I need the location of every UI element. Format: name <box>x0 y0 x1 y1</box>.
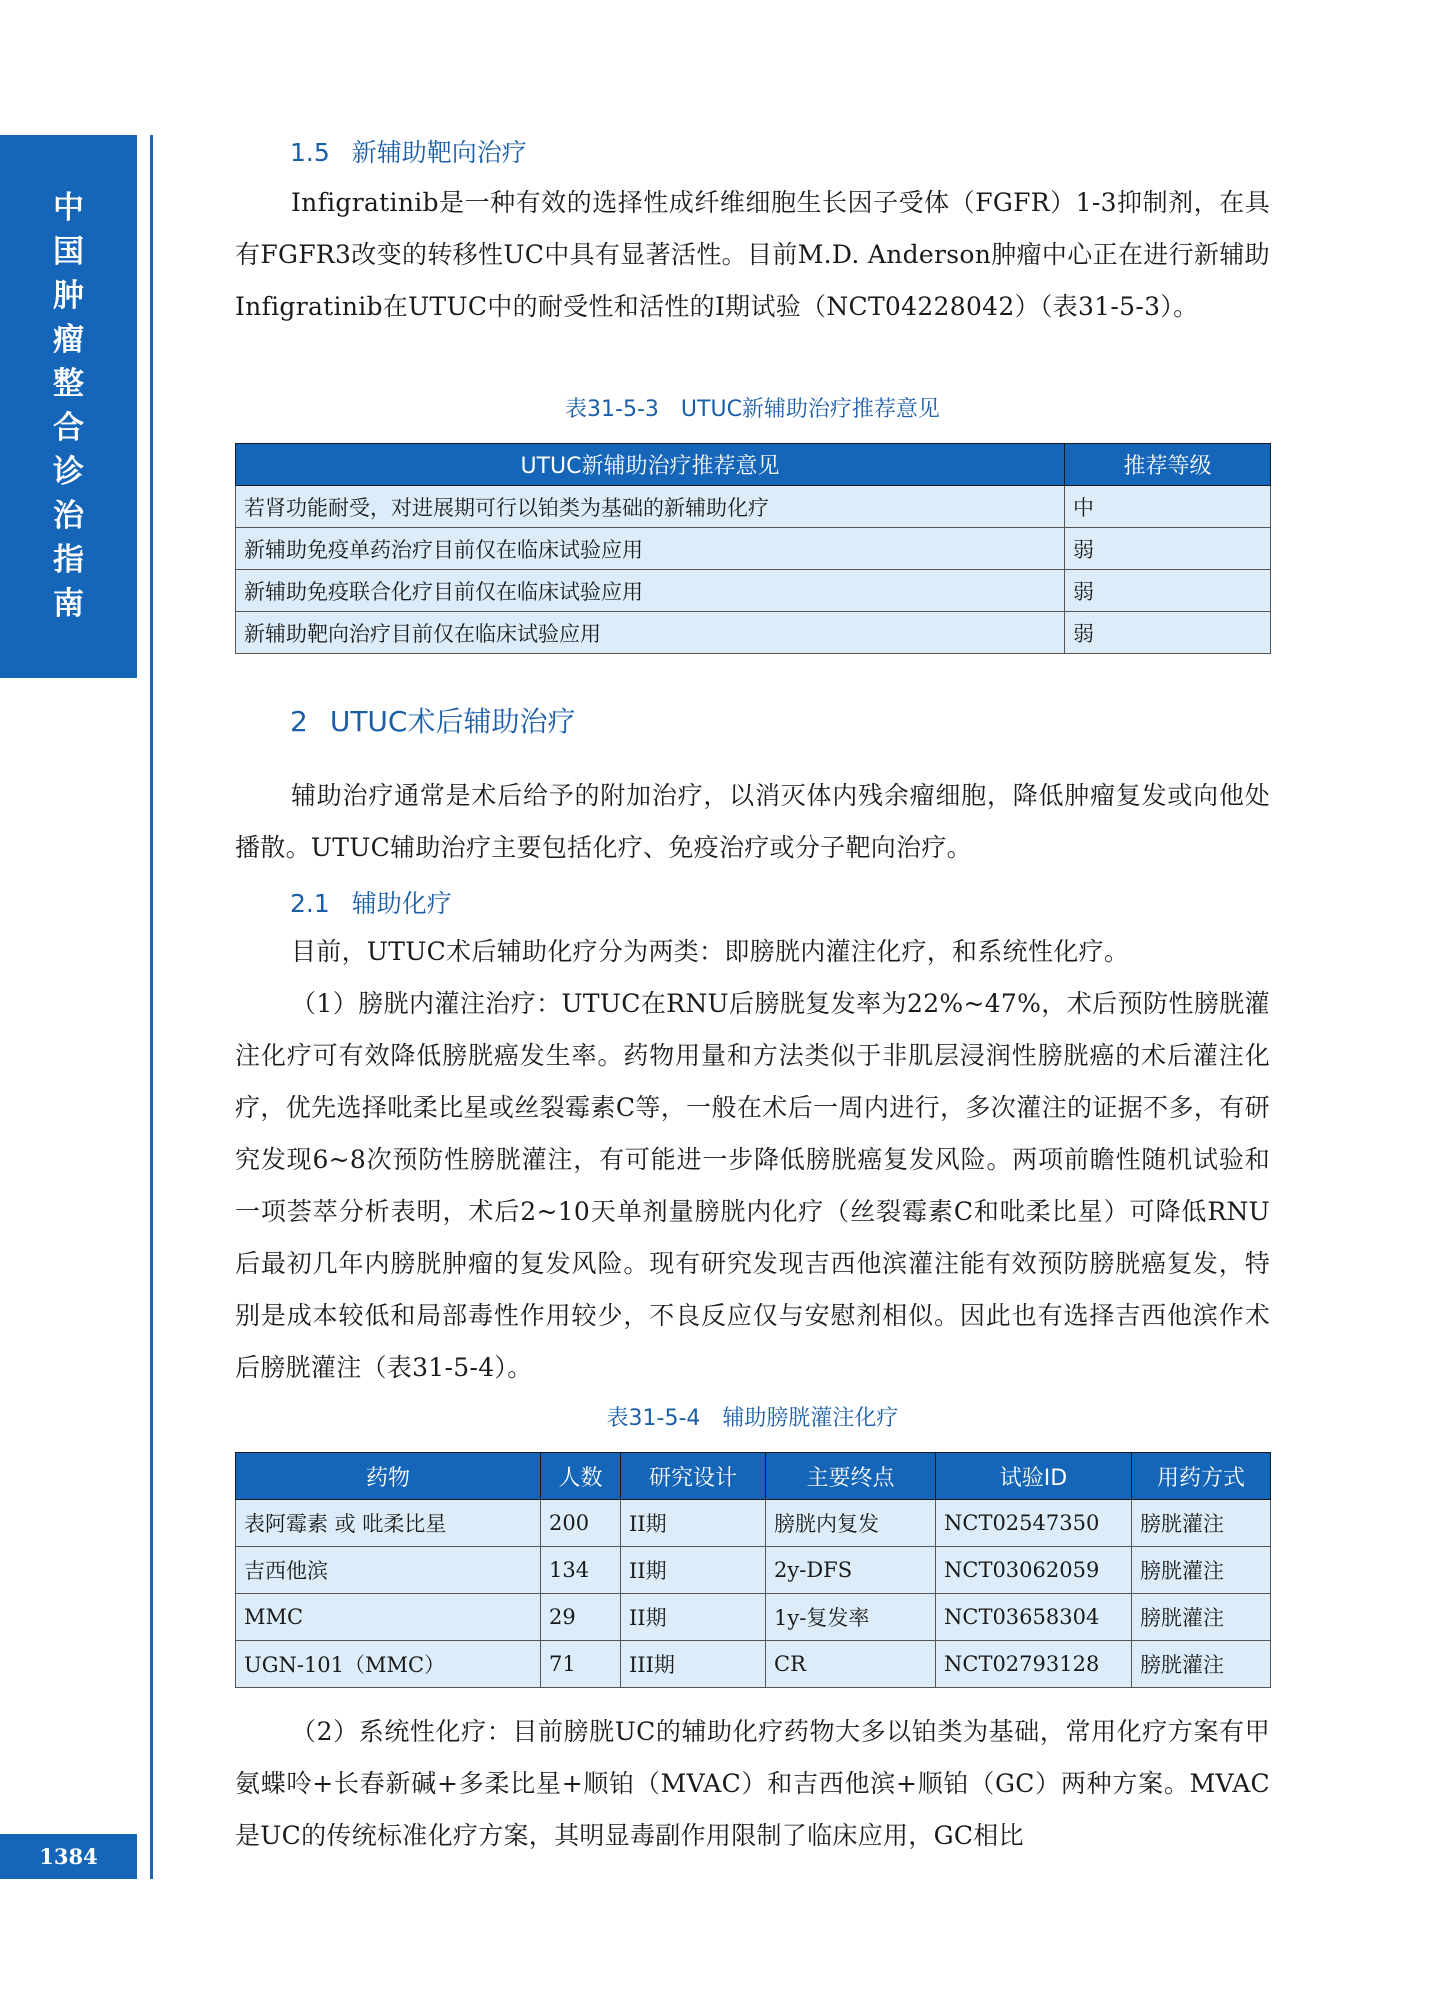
table-cell: 29 <box>541 1594 621 1641</box>
table-cell: 新辅助免疫单药治疗目前仅在临床试验应用 <box>236 528 1065 570</box>
table-cell: 134 <box>541 1547 621 1594</box>
book-title-char: 治 <box>53 498 84 534</box>
table-cell: 吉西他滨 <box>236 1547 541 1594</box>
paragraph-1-5: Infigratinib是一种有效的选择性成纤维细胞生长因子受体（FGFR）1-3抑制剂，在具有FGFR3改变的转移性UC中具有显著活性。目前M.D. Anderson肿瘤中心正在进行新辅助Infigratinib在UTUC中的耐受性和活性的I期试验（NCT04228042）（表31-5-3）。 <box>235 188 1270 321</box>
table-caption-31-5-3 <box>235 392 1270 423</box>
table-cell: 表阿霉素 或 吡柔比星 <box>236 1500 541 1547</box>
table-cell: UGN-101（MMC） <box>236 1641 541 1688</box>
table-cell: 新辅助靶向治疗目前仅在临床试验应用 <box>236 612 1065 654</box>
table-cell: NCT02793128 <box>936 1641 1132 1688</box>
table-cell: III期 <box>621 1641 766 1688</box>
recommendation-table <box>235 443 1271 654</box>
header-cell: 用药方式 <box>1132 1453 1271 1500</box>
table-cell: 膀胱灌注 <box>1132 1594 1271 1641</box>
header-cell: 主要终点 <box>766 1453 936 1500</box>
book-title-vertical <box>0 186 137 626</box>
table-header-row <box>236 444 1271 486</box>
table-cell: 2y-DFS <box>766 1547 936 1594</box>
caption-number: 表31-5-3 <box>565 397 659 422</box>
book-title-char: 合 <box>53 410 84 446</box>
book-title-char: 诊 <box>53 454 84 490</box>
section-heading-2 <box>290 700 575 740</box>
table-cell: 71 <box>541 1641 621 1688</box>
paragraph-2-1-intro: 目前，UTUC术后辅助化疗分为两类：即膀胱内灌注化疗，和系统性化疗。 <box>291 937 1130 966</box>
book-title-char: 指 <box>53 542 84 578</box>
section-heading-1-5 <box>290 133 527 169</box>
section-number: 1.5 <box>290 138 330 167</box>
table-cell: CR <box>766 1641 936 1688</box>
book-title-char: 瘤 <box>53 322 84 358</box>
table-cell: II期 <box>621 1500 766 1547</box>
table-cell: II期 <box>621 1594 766 1641</box>
table-row <box>236 528 1271 570</box>
table-cell: 膀胱内复发 <box>766 1500 936 1547</box>
table-cell: NCT03062059 <box>936 1547 1132 1594</box>
table-cell: MMC <box>236 1594 541 1641</box>
table-cell: II期 <box>621 1547 766 1594</box>
section-title: 新辅助靶向治疗 <box>351 138 527 167</box>
margin-rule <box>150 135 153 1879</box>
caption-title: UTUC新辅助治疗推荐意见 <box>680 397 940 422</box>
section-number: 2 <box>290 705 308 738</box>
table-cell: 1y-复发率 <box>766 1594 936 1641</box>
paragraph-2: 辅助治疗通常是术后给予的附加治疗，以消灭体内残余瘤细胞，降低肿瘤复发或向他处播散。UTUC辅助治疗主要包括化疗、免疫治疗或分子靶向治疗。 <box>235 781 1270 862</box>
section-heading-2-1 <box>290 884 452 920</box>
table-cell: NCT02547350 <box>936 1500 1132 1547</box>
table-row <box>236 1500 1271 1547</box>
table-cell: 弱 <box>1065 570 1271 612</box>
table-cell: NCT03658304 <box>936 1594 1132 1641</box>
header-cell: 试验ID <box>936 1453 1132 1500</box>
book-title-char: 整 <box>53 366 84 402</box>
table-row <box>236 1641 1271 1688</box>
section-number: 2.1 <box>290 889 330 918</box>
book-title-char: 肿 <box>53 278 84 314</box>
table-cell: 膀胱灌注 <box>1132 1500 1271 1547</box>
header-cell: 人数 <box>541 1453 621 1500</box>
header-cell: 推荐等级 <box>1065 444 1271 486</box>
caption-title: 辅助膀胱灌注化疗 <box>722 1406 899 1431</box>
book-title-char: 国 <box>53 234 84 270</box>
paragraph-2-1-systemic: （2）系统性化疗：目前膀胱UC的辅助化疗药物大多以铂类为基础，常用化疗方案有甲氨蝶呤+长春新碱+多柔比星+顺铂（MVAC）和吉西他滨+顺铂（GC）两种方案。MVAC是UC的传统标准化疗方案，其明显毒副作用限制了临床应用，GC相比 <box>235 1717 1270 1850</box>
table-cell: 新辅助免疫联合化疗目前仅在临床试验应用 <box>236 570 1065 612</box>
table-cell: 中 <box>1065 486 1271 528</box>
table-cell: 膀胱灌注 <box>1132 1547 1271 1594</box>
table-row <box>236 612 1271 654</box>
table-cell: 若肾功能耐受，对进展期可行以铂类为基础的新辅助化疗 <box>236 486 1065 528</box>
instillation-table <box>235 1452 1271 1688</box>
table-cell: 200 <box>541 1500 621 1547</box>
book-title-char: 南 <box>53 586 84 622</box>
caption-number: 表31-5-4 <box>606 1406 701 1431</box>
header-cell: 药物 <box>236 1453 541 1500</box>
table-cell: 弱 <box>1065 612 1271 654</box>
table-cell: 弱 <box>1065 528 1271 570</box>
header-cell: UTUC新辅助治疗推荐意见 <box>236 444 1065 486</box>
section-title: 辅助化疗 <box>351 889 452 918</box>
table-row <box>236 1547 1271 1594</box>
table-cell: 膀胱灌注 <box>1132 1641 1271 1688</box>
header-cell: 研究设计 <box>621 1453 766 1500</box>
page-number: 1384 <box>0 1834 137 1879</box>
paragraph-2-1-intravesical: （1）膀胱内灌注治疗：UTUC在RNU后膀胱复发率为22%~47%，术后预防性膀胱灌注化疗可有效降低膀胱癌发生率。药物用量和方法类似于非肌层浸润性膀胱癌的术后灌注化疗，优先选择吡柔比星或丝裂霉素C等，一般在术后一周内进行，多次灌注的证据不多，有研究发现6~8次预防性膀胱灌注，有可能进一步降低膀胱癌复发风险。两项前瞻性随机试验和一项荟萃分析表明，术后2~10天单剂量膀胱内化疗（丝裂霉素C和吡柔比星）可降低RNU后最初几年内膀胱肿瘤的复发风险。现有研究发现吉西他滨灌注能有效预防膀胱癌复发，特别是成本较低和局部毒性作用较少，不良反应仅与安慰剂相似。因此也有选择吉西他滨作术后膀胱灌注（表31-5-4）。 <box>235 989 1270 1382</box>
table-header-row <box>236 1453 1271 1500</box>
table-row <box>236 1594 1271 1641</box>
book-title-char: 中 <box>53 190 84 226</box>
table-row <box>236 486 1271 528</box>
table-row <box>236 570 1271 612</box>
table-caption-31-5-4 <box>235 1401 1270 1432</box>
section-title: UTUC术后辅助治疗 <box>329 705 576 738</box>
